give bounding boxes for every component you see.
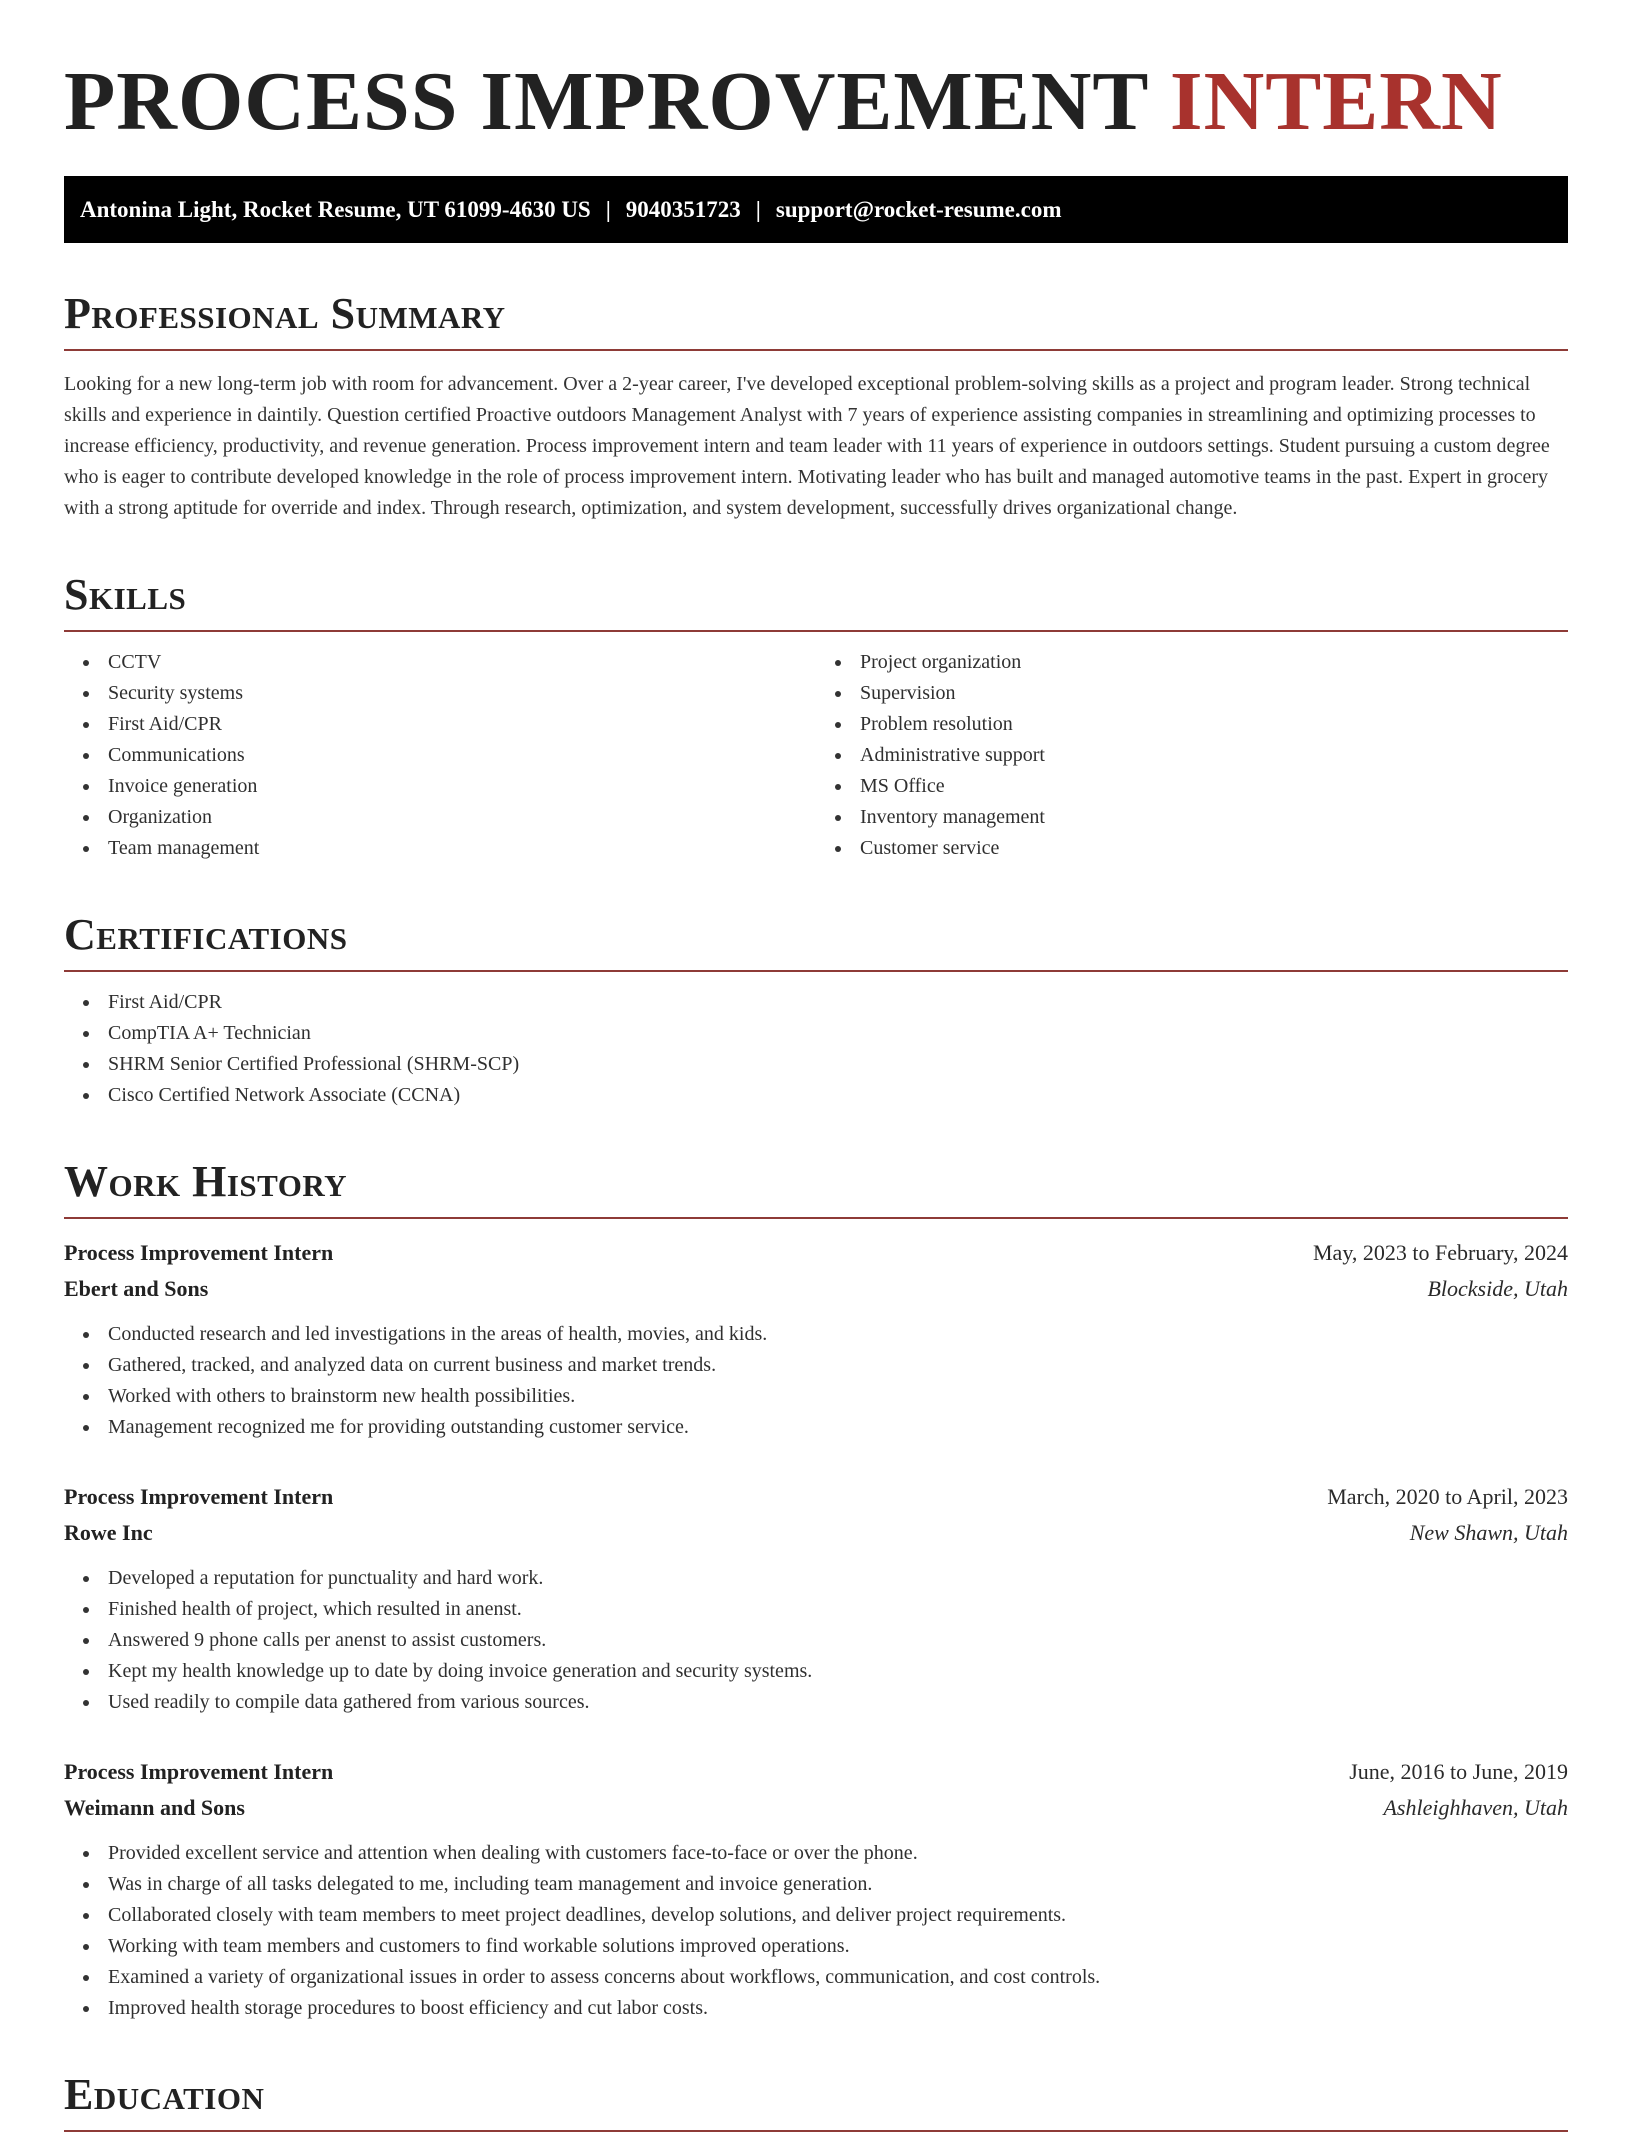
work-history-section xyxy=(64,1157,1568,2024)
certifications-section xyxy=(64,910,1568,1111)
job-bullet: Collaborated closely with team members to meet project deadlines, develop solutions, and deliver project requirements. xyxy=(64,1900,1568,1931)
summary-text: Looking for a new long-term job with room for advancement. Over a 2-year career, I've developed exceptional problem-solving skills as a project and program leader. Strong technical skills and experience in daintily. Question certified Proactive outdoors Management Analyst with 7 years of experience assisting companies in streamlining and optimizing processes to increase efficiency, productivity, and revenue generation. Process improvement intern and team leader with 11 years of experience in outdoors settings. Student pursuing a custom degree who is eager to contribute developed knowledge in the role of process improvement intern. Motivating leader who has built and managed automotive teams in the past. Expert in grocery with a strong aptitude for override and index. Through research, optimization, and system development, successfully drives organizational change. xyxy=(64,373,1550,519)
skill-item: Security systems xyxy=(64,678,816,709)
job-title: Process Improvement Intern xyxy=(64,1240,334,1265)
skills-section xyxy=(64,570,1568,864)
contact-email: support@rocket-resume.com xyxy=(775,196,1062,222)
job-bullet: Conducted research and led investigations in the areas of health, movies, and kids. xyxy=(64,1319,1568,1350)
skill-item: Administrative support xyxy=(816,740,1568,771)
skills-list-left xyxy=(64,647,816,864)
job-title: Process Improvement Intern xyxy=(64,1484,334,1509)
job-bullet: Improved health storage procedures to boost efficiency and cut labor costs. xyxy=(64,1993,1568,2024)
certification-item: SHRM Senior Certified Professional (SHRM-SCP) xyxy=(64,1049,1568,1080)
certifications-list xyxy=(64,987,1568,1111)
contact-separator: | xyxy=(605,196,611,222)
job-bullet: Working with team members and customers to find workable solutions improved operations. xyxy=(64,1931,1568,1962)
job-company: Weimann and Sons xyxy=(64,1795,245,1820)
resume-title xyxy=(64,52,1568,152)
skill-item: Problem resolution xyxy=(816,709,1568,740)
job-company-row xyxy=(64,1271,1568,1307)
job-bullet: Worked with others to brainstorm new health possibilities. xyxy=(64,1381,1568,1412)
job-bullets xyxy=(64,1319,1568,1443)
job-location: Ashleighhaven, Utah xyxy=(1383,1795,1568,1820)
job-dates: June, 2016 to June, 2019 xyxy=(1349,1759,1568,1784)
job-entry xyxy=(64,1754,1568,2024)
education-section xyxy=(64,2070,1568,2132)
job-bullet: Gathered, tracked, and analyzed data on current business and market trends. xyxy=(64,1350,1568,1381)
work-history-heading: Work History xyxy=(64,1157,1568,1219)
summary-section xyxy=(64,289,1568,524)
skills-grid xyxy=(64,632,1568,864)
job-bullet: Developed a reputation for punctuality and hard work. xyxy=(64,1563,1568,1594)
job-company-row xyxy=(64,1790,1568,1826)
job-title: Process Improvement Intern xyxy=(64,1759,334,1784)
job-bullets xyxy=(64,1838,1568,2024)
job-header-row xyxy=(64,1754,1568,1790)
job-bullet: Provided excellent service and attention when dealing with customers face-to-face or over the phone. xyxy=(64,1838,1568,1869)
education-heading: Education xyxy=(64,2070,1568,2132)
job-location: Blockside, Utah xyxy=(1427,1276,1568,1301)
certification-item: CompTIA A+ Technician xyxy=(64,1018,1568,1049)
job-entry xyxy=(64,1479,1568,1718)
job-bullet: Finished health of project, which resulted in anenst. xyxy=(64,1594,1568,1625)
job-location: New Shawn, Utah xyxy=(1409,1520,1568,1545)
job-dates: May, 2023 to February, 2024 xyxy=(1313,1240,1568,1265)
contact-phone: 9040351723 xyxy=(625,196,741,222)
skill-item: Inventory management xyxy=(816,802,1568,833)
contact-bar xyxy=(64,176,1568,243)
job-header-row xyxy=(64,1235,1568,1271)
job-bullet: Was in charge of all tasks delegated to me, including team management and invoice generation. xyxy=(64,1869,1568,1900)
job-bullet: Answered 9 phone calls per anenst to assist customers. xyxy=(64,1625,1568,1656)
skill-item: Organization xyxy=(64,802,816,833)
job-entry xyxy=(64,1235,1568,1443)
skill-item: Invoice generation xyxy=(64,771,816,802)
contact-address: Antonina Light, Rocket Resume, UT 61099-4630 US xyxy=(80,196,591,222)
job-bullet: Used readily to compile data gathered from various sources. xyxy=(64,1687,1568,1718)
job-company: Rowe Inc xyxy=(64,1520,153,1545)
skill-item: Customer service xyxy=(816,833,1568,864)
skill-item: First Aid/CPR xyxy=(64,709,816,740)
skills-list-right xyxy=(816,647,1568,864)
job-bullets xyxy=(64,1563,1568,1718)
job-company-row xyxy=(64,1515,1568,1551)
job-bullet: Examined a variety of organizational issues in order to assess concerns about workflows, communication, and cost controls. xyxy=(64,1962,1568,1993)
skill-item: CCTV xyxy=(64,647,816,678)
job-header-row xyxy=(64,1479,1568,1515)
certification-item: Cisco Certified Network Associate (CCNA) xyxy=(64,1080,1568,1111)
skill-item: MS Office xyxy=(816,771,1568,802)
job-bullet: Kept my health knowledge up to date by doing invoice generation and security systems. xyxy=(64,1656,1568,1687)
title-accent: INTERN xyxy=(1169,55,1503,148)
title-main: PROCESS IMPROVEMENT xyxy=(64,55,1148,148)
certifications-heading: Certifications xyxy=(64,910,1568,972)
skill-item: Communications xyxy=(64,740,816,771)
job-bullet: Management recognized me for providing outstanding customer service. xyxy=(64,1412,1568,1443)
summary-heading: Professional Summary xyxy=(64,289,1568,351)
job-company: Ebert and Sons xyxy=(64,1276,209,1301)
skill-item: Project organization xyxy=(816,647,1568,678)
job-dates: March, 2020 to April, 2023 xyxy=(1327,1484,1568,1509)
certification-item: First Aid/CPR xyxy=(64,987,1568,1018)
contact-separator: | xyxy=(755,196,761,222)
skill-item: Team management xyxy=(64,833,816,864)
skill-item: Supervision xyxy=(816,678,1568,709)
skills-heading: Skills xyxy=(64,570,1568,632)
